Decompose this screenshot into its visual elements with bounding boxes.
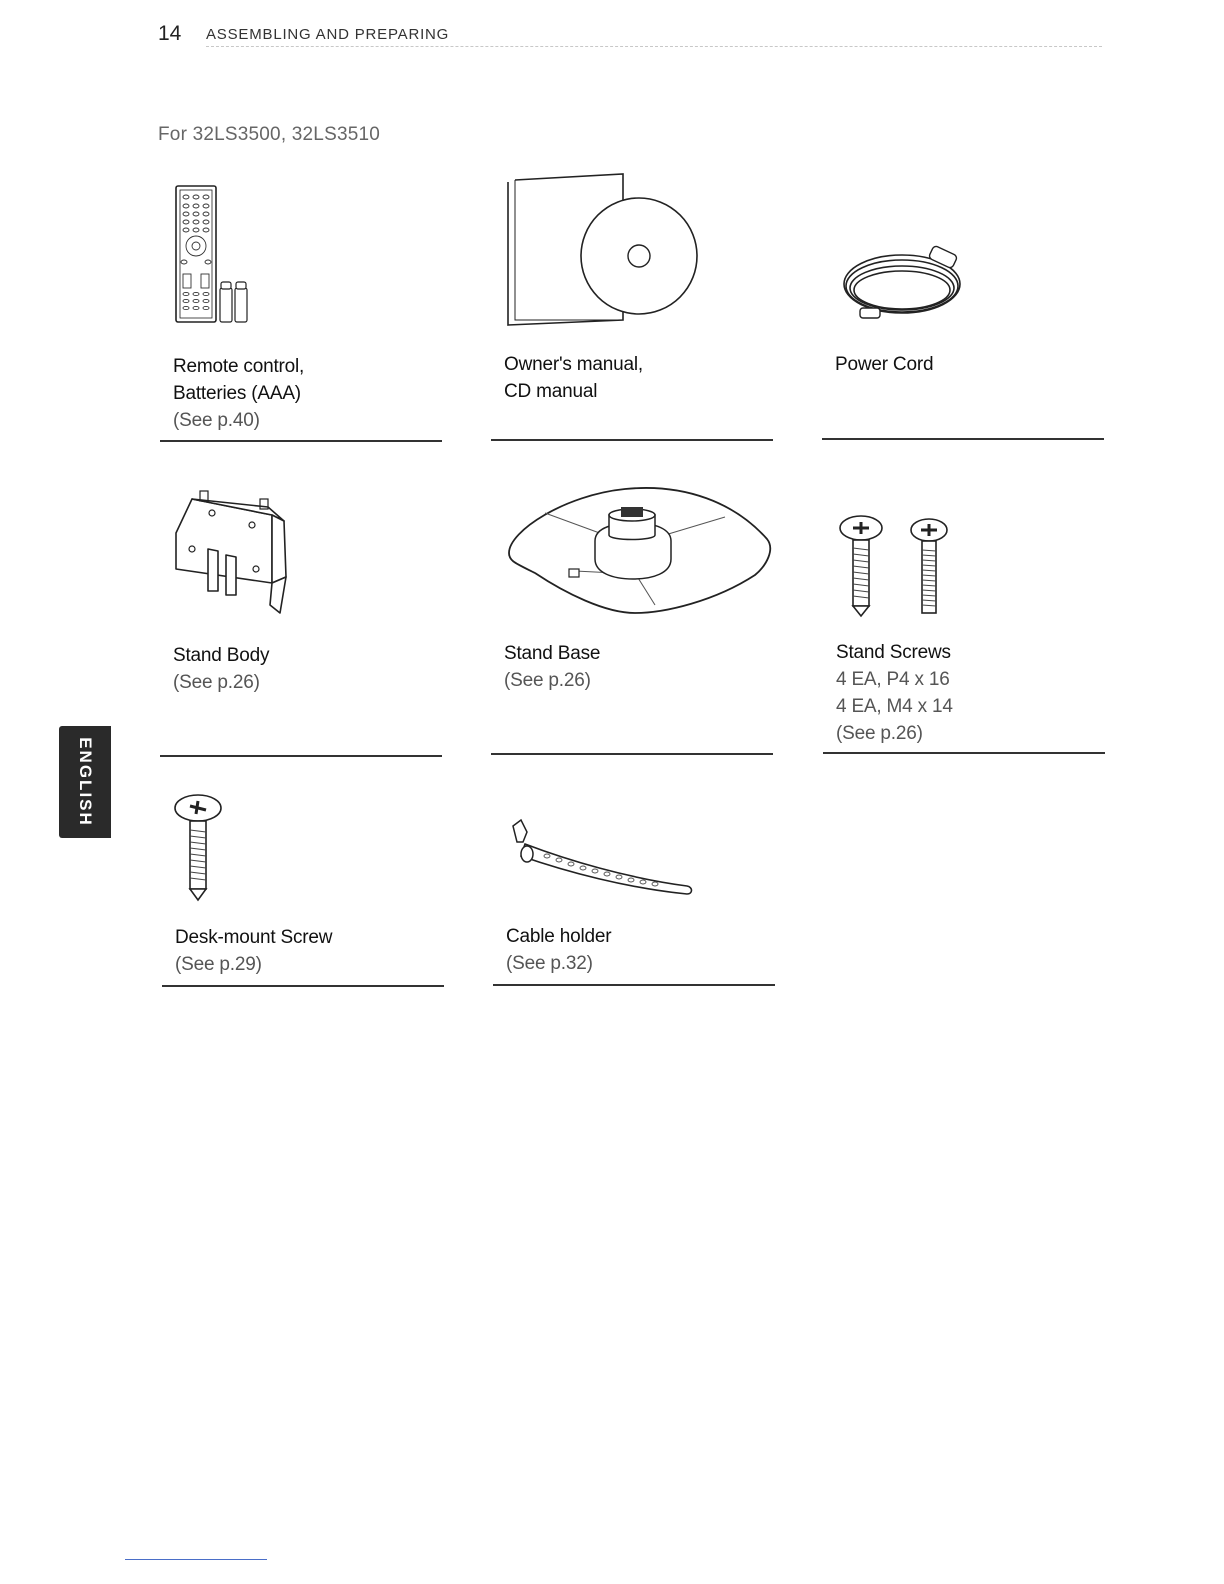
item-name: Desk-mount Screw xyxy=(175,927,333,948)
cable-holder-icon xyxy=(507,816,697,906)
item-label xyxy=(173,642,269,696)
manual-cd-icon xyxy=(505,170,705,330)
item-divider xyxy=(493,984,775,986)
item-divider xyxy=(823,752,1105,754)
item-name: Stand Base xyxy=(504,643,601,664)
item-label xyxy=(506,923,611,977)
item-stand-body xyxy=(160,485,442,760)
desk-mount-screw-icon xyxy=(172,792,232,904)
item-divider xyxy=(160,440,442,442)
language-tab-label: ENGLISH xyxy=(76,737,95,827)
item-label xyxy=(504,351,643,405)
language-tab xyxy=(59,726,111,838)
header-rule xyxy=(206,46,1102,47)
item-divider xyxy=(160,755,442,757)
item-label xyxy=(173,353,304,434)
item-divider xyxy=(162,985,444,987)
item-detail: (See p.26) xyxy=(504,670,591,691)
model-intro: For 32LS3500, 32LS3510 xyxy=(158,124,381,145)
item-owners-manual xyxy=(491,170,773,445)
item-detail: (See p.26) xyxy=(173,672,260,693)
item-divider xyxy=(491,753,773,755)
item-name: Stand Body xyxy=(173,645,270,666)
stand-body-icon xyxy=(172,485,302,620)
power-cord-icon xyxy=(840,236,980,328)
item-label xyxy=(835,351,933,378)
item-stand-base xyxy=(491,483,773,758)
item-detail: (See p.29) xyxy=(175,954,262,975)
page-header xyxy=(158,20,1102,50)
item-detail: (See p.40) xyxy=(173,410,260,431)
item-cable-holder xyxy=(493,810,775,995)
item-divider xyxy=(491,439,773,441)
item-label xyxy=(836,639,953,747)
item-name: Cable holder xyxy=(506,926,612,947)
item-name: Power Cord xyxy=(835,354,934,375)
remote-control-icon xyxy=(174,184,254,326)
item-divider xyxy=(822,438,1104,440)
section-title: ASSEMBLING AND PREPARING xyxy=(206,26,450,43)
item-detail: (See p.32) xyxy=(506,953,593,974)
item-label xyxy=(504,640,600,694)
item-power-cord xyxy=(822,230,1104,442)
item-desk-mount-screw xyxy=(162,790,444,995)
stand-screws-icon xyxy=(837,514,977,618)
item-name: Remote control, Batteries (AAA) xyxy=(173,356,305,404)
footer-rule xyxy=(125,1559,267,1560)
stand-base-icon xyxy=(505,483,775,618)
item-detail: 4 EA, P4 x 16 4 EA, M4 x 14 (See p.26) xyxy=(836,669,953,744)
item-name: Stand Screws xyxy=(836,642,951,663)
page-number: 14 xyxy=(158,22,182,45)
item-name: Owner's manual, CD manual xyxy=(504,354,643,402)
item-remote-control xyxy=(160,180,442,445)
item-label xyxy=(175,924,332,978)
item-stand-screws xyxy=(823,510,1105,756)
